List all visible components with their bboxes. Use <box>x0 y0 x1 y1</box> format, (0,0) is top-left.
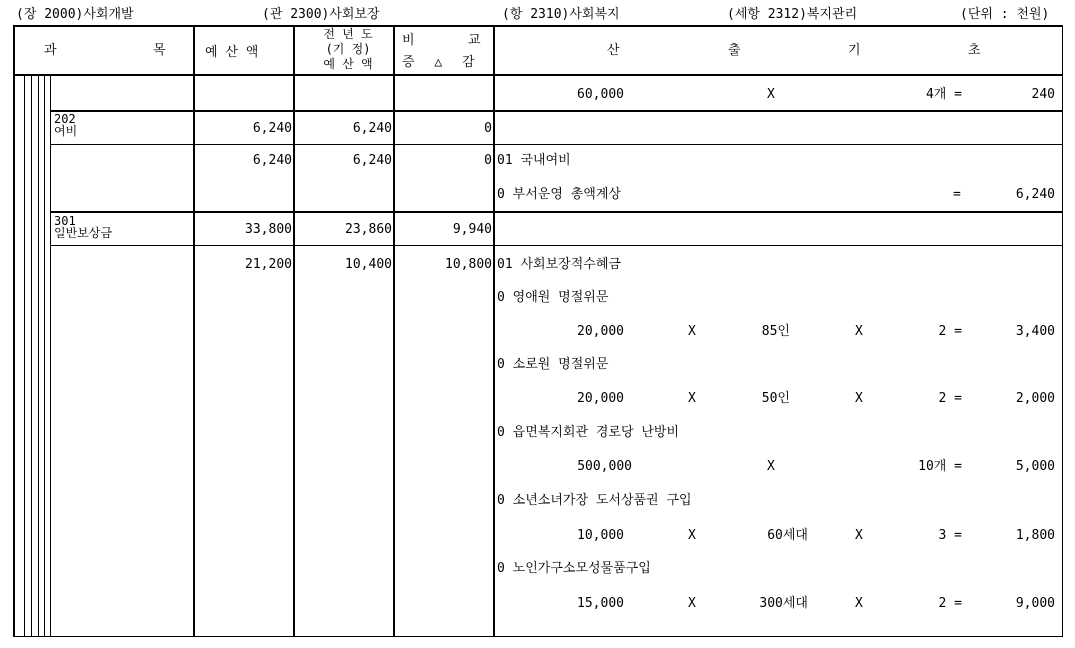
budget-value: 6,240 <box>252 121 292 136</box>
calc-times: X <box>688 324 696 339</box>
item-name: 여비 <box>54 124 78 138</box>
calc-times: X <box>688 596 696 611</box>
calc-qty: 3 = <box>938 528 962 543</box>
col-budget: 예 산 액 <box>205 45 259 60</box>
change-value: 10,800 <box>445 257 492 272</box>
calc-count: 60세대 <box>767 528 808 543</box>
item-name: 일반보상금 <box>54 226 112 240</box>
col-prev-l2: (기 정) <box>325 42 371 56</box>
calc-total: 6,240 <box>1015 187 1055 202</box>
item-code: 301 <box>54 214 76 228</box>
calc-qty: 4개 = <box>925 87 962 102</box>
calc-qty: 2 = <box>938 391 962 406</box>
calc-total: 1,800 <box>1015 528 1055 543</box>
calc-unit-price: 10,000 <box>577 528 624 543</box>
item-code: 202 <box>54 112 76 126</box>
calc-entry-label: 0 노인가구소모성물품구입 <box>497 561 651 576</box>
col-calc-3: 기 <box>848 43 861 58</box>
hang-label: (항 2310)사회복지 <box>502 7 620 22</box>
sehang-label: (세항 2312)복지관리 <box>727 7 858 22</box>
calc-times: X <box>767 459 775 474</box>
calc-unit-price: 15,000 <box>577 596 624 611</box>
calc-unit-price: 20,000 <box>577 391 624 406</box>
unit-label: (단위 : 천원) <box>960 7 1050 22</box>
budget-value: 21,200 <box>245 257 292 272</box>
calc-entry-label: 0 소년소녀가장 도서상품권 구입 <box>497 493 692 508</box>
budget-value: 33,800 <box>245 222 292 237</box>
calc-total: 5,000 <box>1015 459 1055 474</box>
calc-total: 2,000 <box>1015 391 1055 406</box>
col-prev-l3: 예 산 액 <box>323 57 373 71</box>
calc-times: X <box>855 324 863 339</box>
calc-times: X <box>767 87 775 102</box>
calc-qty: 10개 = <box>918 459 962 474</box>
col-calc-1: 산 <box>607 43 620 58</box>
calc-entry-label: 0 소로원 명절위문 <box>497 357 609 372</box>
calc-entry-label: 0 영애원 명절위문 <box>497 290 609 305</box>
change-value: 9,940 <box>452 222 492 237</box>
col-gwamok-a: 과 <box>44 43 57 58</box>
calc-times: X <box>855 391 863 406</box>
col-gwamok-b: 목 <box>153 43 166 58</box>
calc-subitem-title: 01 사회보장적수혜금 <box>497 257 621 272</box>
calc-count: 300세대 <box>759 596 808 611</box>
calc-entry-label: 0 부서운영 총액계상 <box>497 187 621 202</box>
calc-times: X <box>855 528 863 543</box>
calc-times: X <box>688 391 696 406</box>
col-prev-l1: 전 년 도 <box>323 27 373 41</box>
col-compare-b: 교 <box>468 33 481 48</box>
calc-unit-price: 60,000 <box>577 87 624 102</box>
calc-equals: = <box>953 187 961 202</box>
col-calc-2: 출 <box>728 43 741 58</box>
col-compare-change: 증 △ 감 <box>402 55 475 70</box>
calc-total: 3,400 <box>1015 324 1055 339</box>
calc-qty: 2 = <box>938 324 962 339</box>
gwan-label: (관 2300)사회보장 <box>262 7 380 22</box>
change-value: 0 <box>484 153 492 168</box>
change-value: 0 <box>484 121 492 136</box>
prev-budget-value: 6,240 <box>352 121 392 136</box>
calc-unit-price: 20,000 <box>577 324 624 339</box>
jang-label: (장 2000)사회개발 <box>16 7 134 22</box>
calc-count: 50인 <box>761 391 790 406</box>
budget-value: 6,240 <box>252 153 292 168</box>
calc-times: X <box>855 596 863 611</box>
calc-subitem-title: 01 국내여비 <box>497 153 571 168</box>
calc-unit-price: 500,000 <box>577 459 632 474</box>
calc-total: 9,000 <box>1015 596 1055 611</box>
calc-entry-label: 0 읍면복지회관 경로당 난방비 <box>497 425 680 440</box>
prev-budget-value: 6,240 <box>352 153 392 168</box>
calc-qty: 2 = <box>938 596 962 611</box>
prev-budget-value: 23,860 <box>345 222 392 237</box>
col-compare-a: 비 <box>402 33 415 48</box>
calc-times: X <box>688 528 696 543</box>
calc-total: 240 <box>1031 87 1055 102</box>
prev-budget-value: 10,400 <box>345 257 392 272</box>
calc-count: 85인 <box>761 324 790 339</box>
col-calc-4: 초 <box>968 43 981 58</box>
